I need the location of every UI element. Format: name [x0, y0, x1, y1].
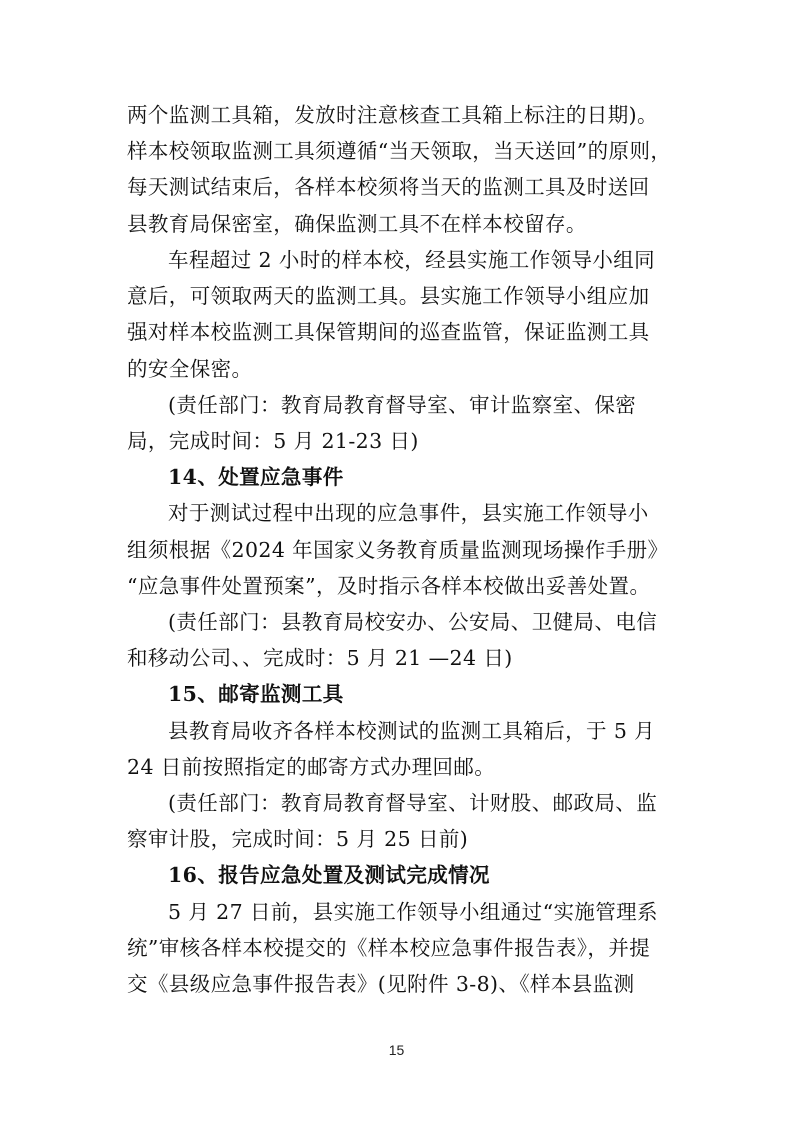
- text-line: 强对样本校监测工具保管期间的巡查监管，保证监测工具: [127, 320, 650, 345]
- text-line: 24 日前按照指定的邮寄方式办理回邮。: [127, 754, 496, 779]
- text-line: 每天测试结束后，各样本校须将当天的监测工具及时送回: [127, 175, 650, 200]
- text-line: 对于测试过程中出现的应急事件，县实施工作领导小: [168, 501, 649, 526]
- section-heading: 16、报告应急处置及测试完成情况: [168, 863, 490, 888]
- text-line: 县教育局保密室，确保监测工具不在样本校留存。: [127, 211, 587, 236]
- text-line: 统”审核各样本校提交的《样本校应急事件报告表》，并提: [127, 935, 651, 960]
- text-line: 车程超过 2 小时的样本校，经县实施工作领导小组同: [168, 247, 656, 272]
- text-line: (责任部门：县教育局校安办、公安局、卫健局、电信: [168, 609, 658, 634]
- text-line: 察审计股，完成时间：5 月 25 日前): [127, 827, 469, 852]
- text-line: 和移动公司、、完成时：5 月 21 —24 日): [127, 646, 513, 671]
- text-line: 5 月 27 日前，县实施工作领导小组通过“实施管理系: [168, 899, 658, 924]
- text-line: 县教育局收齐各样本校测试的监测工具箱后，于 5 月: [168, 718, 656, 743]
- text-line: 交《县级应急事件报告表》(见附件 3-8)、《样本县监测: [127, 972, 635, 996]
- page-number: 15: [388, 1042, 405, 1058]
- text-line: “应急事件处置预案”，及时指示各样本校做出妥善处置。: [127, 573, 651, 598]
- text-line: 样本校领取监测工具须遵循“当天领取，当天送回”的原则，: [127, 139, 672, 164]
- text-line: 两个监测工具箱，发放时注意核查工具箱上标注的日期)。: [127, 103, 658, 127]
- text-line: (责任部门：教育局教育督导室、审计监察室、保密: [168, 392, 637, 417]
- text-line: 局，完成时间：5 月 21-23 日): [127, 428, 419, 453]
- section-heading: 15、邮寄监测工具: [168, 682, 344, 707]
- text-line: (责任部门：教育局教育督导室、计财股、邮政局、监: [168, 791, 658, 815]
- section-heading: 14、处置应急事件: [168, 465, 344, 490]
- text-line: 意后，可领取两天的监测工具。县实施工作领导小组应加: [127, 284, 650, 308]
- text-line: 组须根据《2024 年国家义务教育质量监测现场操作手册》: [127, 537, 669, 562]
- text-line: 的安全保密。: [127, 356, 253, 381]
